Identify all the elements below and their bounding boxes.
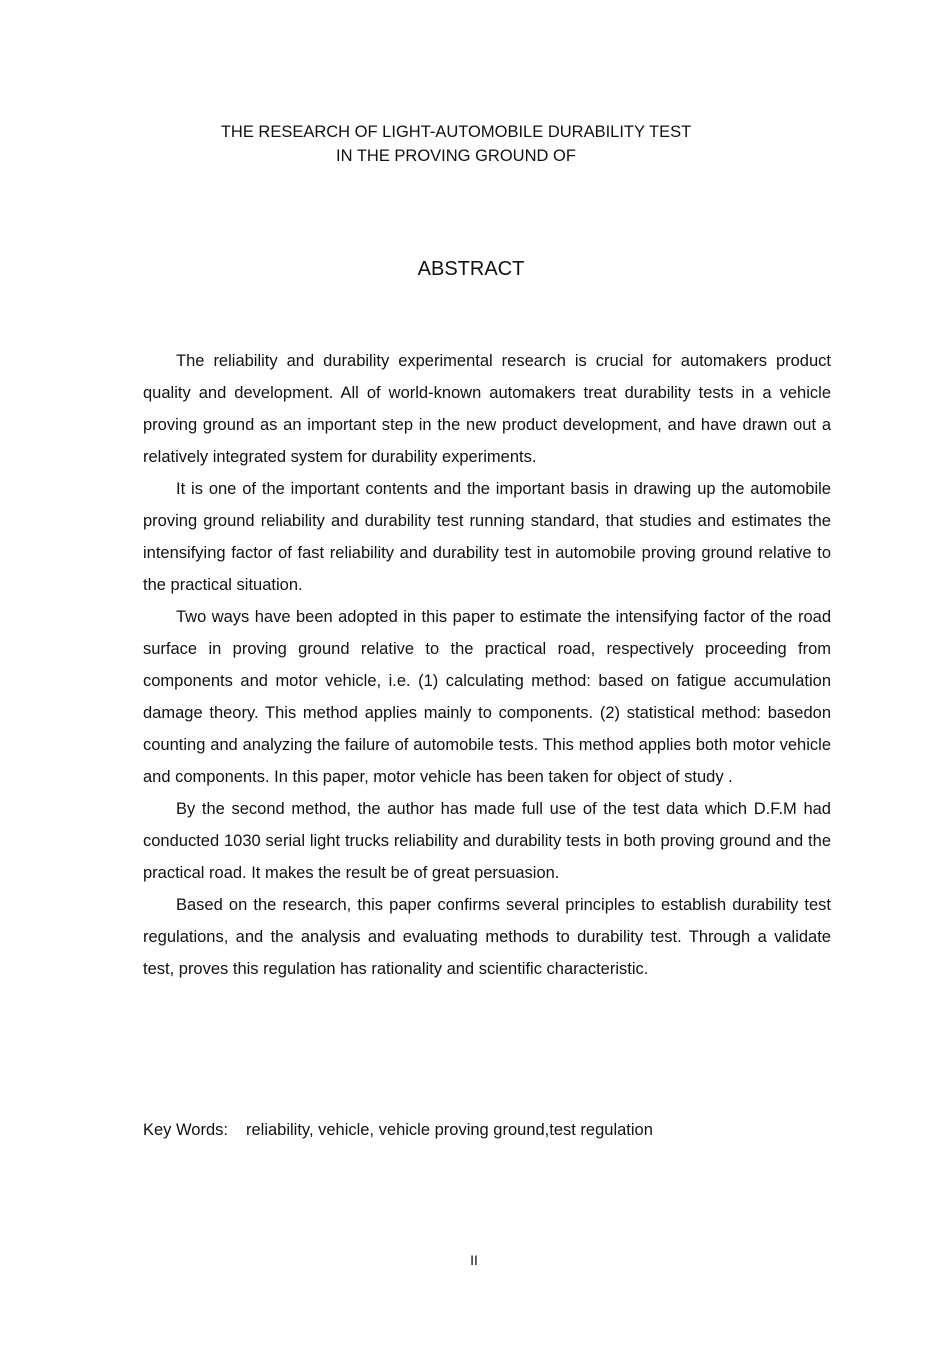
abstract-paragraph-2: It is one of the important contents and the important basis in drawing up the automobile proving ground reliability and durability test running standard, that studies and estimates the intensifying factor of fast reliability and durability test in automobile proving ground relative to the practical situation. [143,480,831,594]
abstract-body [143,345,831,985]
keywords-label: Key Words: [143,1121,228,1139]
abstract-paragraph-1: The reliability and durability experimental research is crucial for automakers product quality and development. All of world-known automakers treat durability tests in a vehicle proving ground as an important step in the new product development, and have drawn out a relatively integrated system for durability experiments. [143,352,831,466]
title-line-2: IN THE PROVING GROUND OF [336,147,576,165]
abstract-paragraph-5: Based on the research, this paper confirms several principles to establish durability test regulations, and the analysis and evaluating methods to durability test. Through a validate test, proves this regulation has rationality and scientific characteristic. [143,896,831,978]
title-line-1: THE RESEARCH OF LIGHT-AUTOMOBILE DURABILITY TEST [220,123,692,141]
abstract-paragraph-4: By the second method, the author has made full use of the test data which D.F.M had conducted 1030 serial light trucks reliability and durability tests in both proving ground and the practical road. It makes the result be of great persuasion. [143,800,831,882]
page-number: II [470,1252,478,1268]
abstract-paragraph-3: Two ways have been adopted in this paper to estimate the intensifying factor of the road surface in proving ground relative to the practical road, respectively proceeding from components and motor vehicle, i.e. (1) calculating method: based on fatigue accumulation damage theory. This method applies mainly to components. (2) statistical method: basedon counting and analyzing the failure of automobile tests. This method applies both motor vehicle and components. In this paper, motor vehicle has been taken for object of study . [143,608,831,786]
abstract-heading: ABSTRACT [417,258,525,280]
keywords-line [143,1114,653,1146]
paper-title [0,120,950,168]
keywords-value: reliability, vehicle, vehicle proving ground,test regulation [245,1121,653,1139]
